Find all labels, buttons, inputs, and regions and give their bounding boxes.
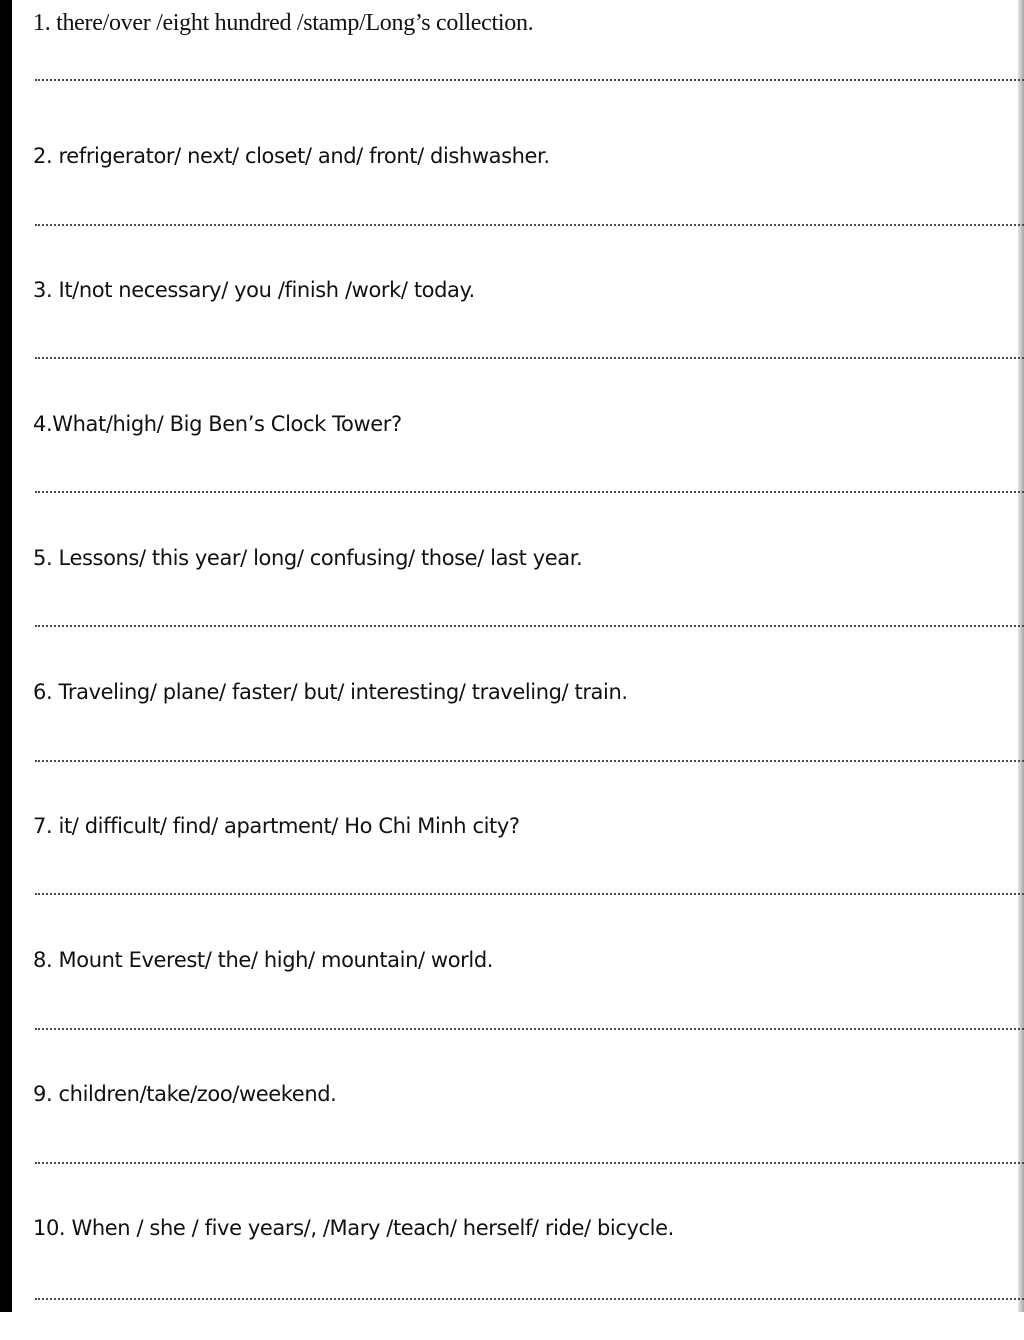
exercise-prompt-9 (33, 1082, 336, 1106)
exercise-prompt-10 (33, 1216, 674, 1240)
exercise-number: 5. (33, 546, 53, 570)
exercise-prompt-2 (33, 144, 550, 168)
exercise-number: 9. (33, 1082, 53, 1106)
exercise-prompt-6 (33, 680, 628, 704)
answer-line-3[interactable] (35, 357, 1024, 359)
exercise-number: 10. (33, 1216, 66, 1240)
exercise-item-1 (0, 0, 1024, 134)
exercise-text: Mount Everest/ the/ high/ mountain/ world. (58, 948, 494, 972)
exercise-number: 8. (33, 948, 53, 972)
answer-line-4[interactable] (35, 491, 1024, 493)
exercise-number: 7. (33, 814, 53, 838)
exercise-item-3 (0, 268, 1024, 402)
answer-line-5[interactable] (35, 625, 1024, 627)
exercise-item-5 (0, 536, 1024, 670)
exercise-prompt-4 (33, 412, 402, 436)
exercise-number: 3. (33, 278, 53, 302)
exercise-item-7 (0, 804, 1024, 938)
exercise-number: 1. (33, 10, 51, 36)
exercise-number: 2. (33, 144, 53, 168)
exercise-text: there/over /eight hundred /stamp/Long’s collection. (56, 10, 534, 36)
exercise-text: It/not necessary/ you /finish /work/ today. (58, 278, 475, 302)
exercise-text: Traveling/ plane/ faster/ but/ interesting/ traveling/ train. (58, 680, 628, 704)
exercise-item-10 (0, 1206, 1024, 1340)
exercise-item-6 (0, 670, 1024, 804)
exercise-text: refrigerator/ next/ closet/ and/ front/ dishwasher. (58, 144, 550, 168)
exercise-text: it/ difficult/ find/ apartment/ Ho Chi Minh city? (58, 814, 520, 838)
exercise-prompt-3 (33, 278, 475, 302)
exercise-text: children/take/zoo/weekend. (58, 1082, 337, 1106)
exercise-prompt-7 (33, 814, 520, 838)
exercise-item-8 (0, 938, 1024, 1072)
exercise-item-4 (0, 402, 1024, 536)
exercise-item-2 (0, 134, 1024, 268)
answer-line-9[interactable] (35, 1162, 1024, 1164)
exercise-prompt-5 (33, 546, 582, 570)
exercise-item-9 (0, 1072, 1024, 1206)
answer-line-6[interactable] (35, 760, 1024, 762)
answer-line-8[interactable] (35, 1028, 1024, 1030)
answer-line-7[interactable] (35, 893, 1024, 895)
exercise-text: Lessons/ this year/ long/ confusing/ those/ last year. (58, 546, 583, 570)
answer-line-2[interactable] (35, 224, 1024, 226)
exercise-number: 4. (33, 412, 53, 436)
exercise-text: What/high/ Big Ben’s Clock Tower? (52, 412, 402, 436)
exercise-prompt-1 (33, 10, 533, 37)
answer-line-10[interactable] (35, 1298, 1024, 1300)
exercise-number: 6. (33, 680, 53, 704)
exercise-text: When / she / five years/, /Mary /teach/ herself/ ride/ bicycle. (71, 1216, 674, 1240)
answer-line-1[interactable] (35, 79, 1024, 81)
exercise-prompt-8 (33, 948, 493, 972)
